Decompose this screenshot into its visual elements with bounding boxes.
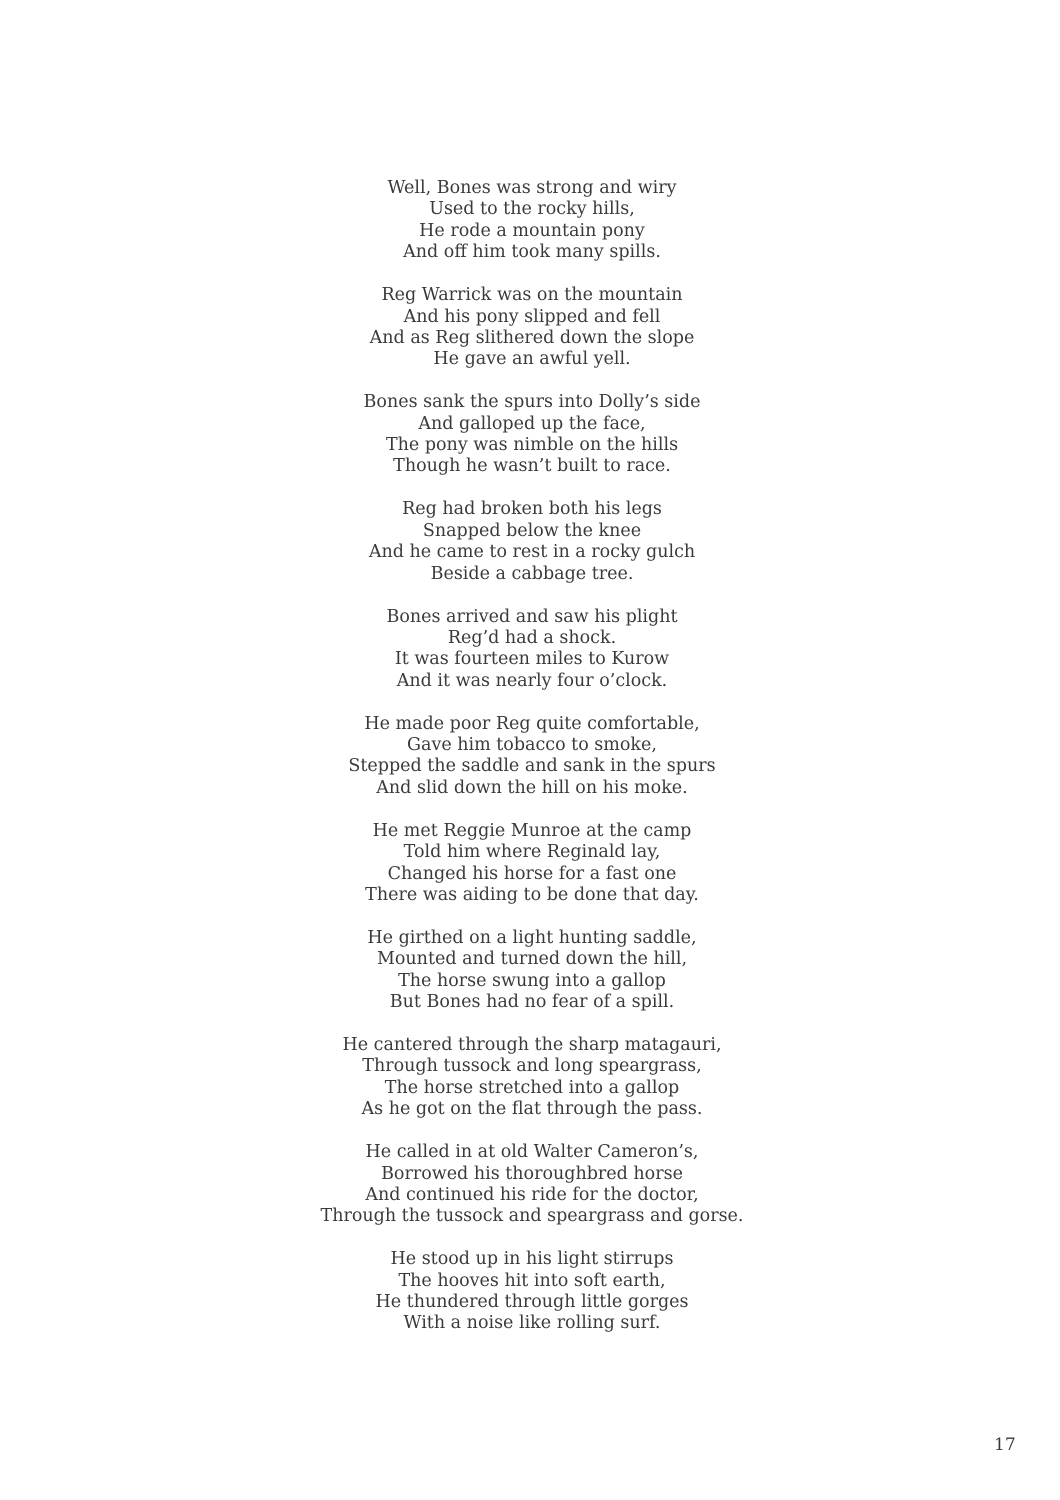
poem-line: Though he wasn’t built to race.	[393, 456, 671, 477]
poem-line: And he came to rest in a rocky gulch	[368, 542, 696, 563]
poem-line: Told him where Reginald lay,	[403, 842, 661, 863]
poem-line: And slid down the hill on his moke.	[376, 777, 688, 798]
stanza-10	[0, 1142, 1060, 1228]
poem-line: And off him took many spills.	[403, 242, 661, 263]
poem-line: It was fourteen miles to Kurow	[394, 649, 670, 670]
stanza-9	[0, 1035, 1060, 1121]
poem-line: The hooves hit into soft earth,	[398, 1270, 666, 1291]
poem-line: And it was nearly four o’clock.	[396, 670, 668, 691]
stanza-1	[0, 178, 1060, 264]
poem-line: He cantered through the sharp matagauri,	[342, 1035, 722, 1055]
poem-line: Beside a cabbage tree.	[430, 563, 634, 584]
poem-line: And his pony slipped and fell	[403, 306, 661, 327]
poem-line: Through tussock and long speargrass,	[362, 1056, 702, 1077]
poem-line: And as Reg slithered down the slope	[369, 327, 695, 348]
poem-line: Changed his horse for a fast one	[387, 863, 677, 884]
stanza-4	[0, 499, 1060, 585]
poem-line: Used to the rocky hills,	[429, 199, 635, 220]
poem-line: He thundered through little gorges	[375, 1292, 689, 1313]
poem-line: He made poor Reg quite comfortable,	[364, 713, 700, 734]
poem-line: He girthed on a light hunting saddle,	[367, 927, 697, 948]
poem-line: The horse stretched into a gallop	[384, 1077, 680, 1098]
poem-line: Through the tussock and speargrass and gorse.	[320, 1206, 744, 1227]
poem-line: Snapped below the knee	[422, 520, 642, 541]
poem-line: He gave an awful yell.	[433, 349, 631, 370]
poem-line: The horse swung into a gallop	[398, 970, 666, 991]
poem-line: Reg Warrick was on the mountain	[381, 285, 683, 306]
poem-line: There was aiding to be done that day.	[365, 884, 699, 905]
poem-line: And continued his ride for the doctor,	[365, 1184, 699, 1205]
stanza-2	[0, 285, 1060, 371]
stanza-11	[0, 1249, 1060, 1335]
poem-line: Gave him tobacco to smoke,	[407, 735, 657, 756]
stanza-5	[0, 607, 1060, 693]
poem-line: He rode a mountain pony	[419, 220, 645, 241]
poem-line: Borrowed his thoroughbred horse	[381, 1163, 683, 1184]
poem-line: Reg’d had a shock.	[447, 627, 617, 648]
poem	[0, 178, 1060, 1356]
poem-line: Mounted and turned down the hill,	[376, 949, 688, 970]
poem-line: With a noise like rolling surf.	[403, 1313, 661, 1334]
stanza-6	[0, 714, 1060, 800]
poem-line: The pony was nimble on the hills	[385, 435, 679, 456]
poem-line: Stepped the saddle and sank in the spurs	[348, 756, 716, 777]
poem-line: He called in at old Walter Cameron’s,	[365, 1142, 699, 1163]
poem-line: As he got on the flat through the pass.	[361, 1099, 703, 1120]
poem-line: Bones arrived and saw his plight	[386, 606, 678, 627]
poem-line: He stood up in his light stirrups	[390, 1249, 674, 1270]
stanza-7	[0, 821, 1060, 907]
poem-line: Bones sank the spurs into Dolly’s side	[363, 392, 701, 413]
stanza-8	[0, 928, 1060, 1014]
poem-line: And galloped up the face,	[418, 413, 646, 434]
poem-line: Well, Bones was strong and wiry	[387, 178, 677, 198]
page-number: 17	[994, 1435, 1016, 1455]
poem-line: He met Reggie Munroe at the camp	[372, 820, 692, 841]
poem-line: Reg had broken both his legs	[402, 499, 662, 520]
poem-line: But Bones had no fear of a spill.	[389, 992, 675, 1013]
stanza-3	[0, 392, 1060, 478]
